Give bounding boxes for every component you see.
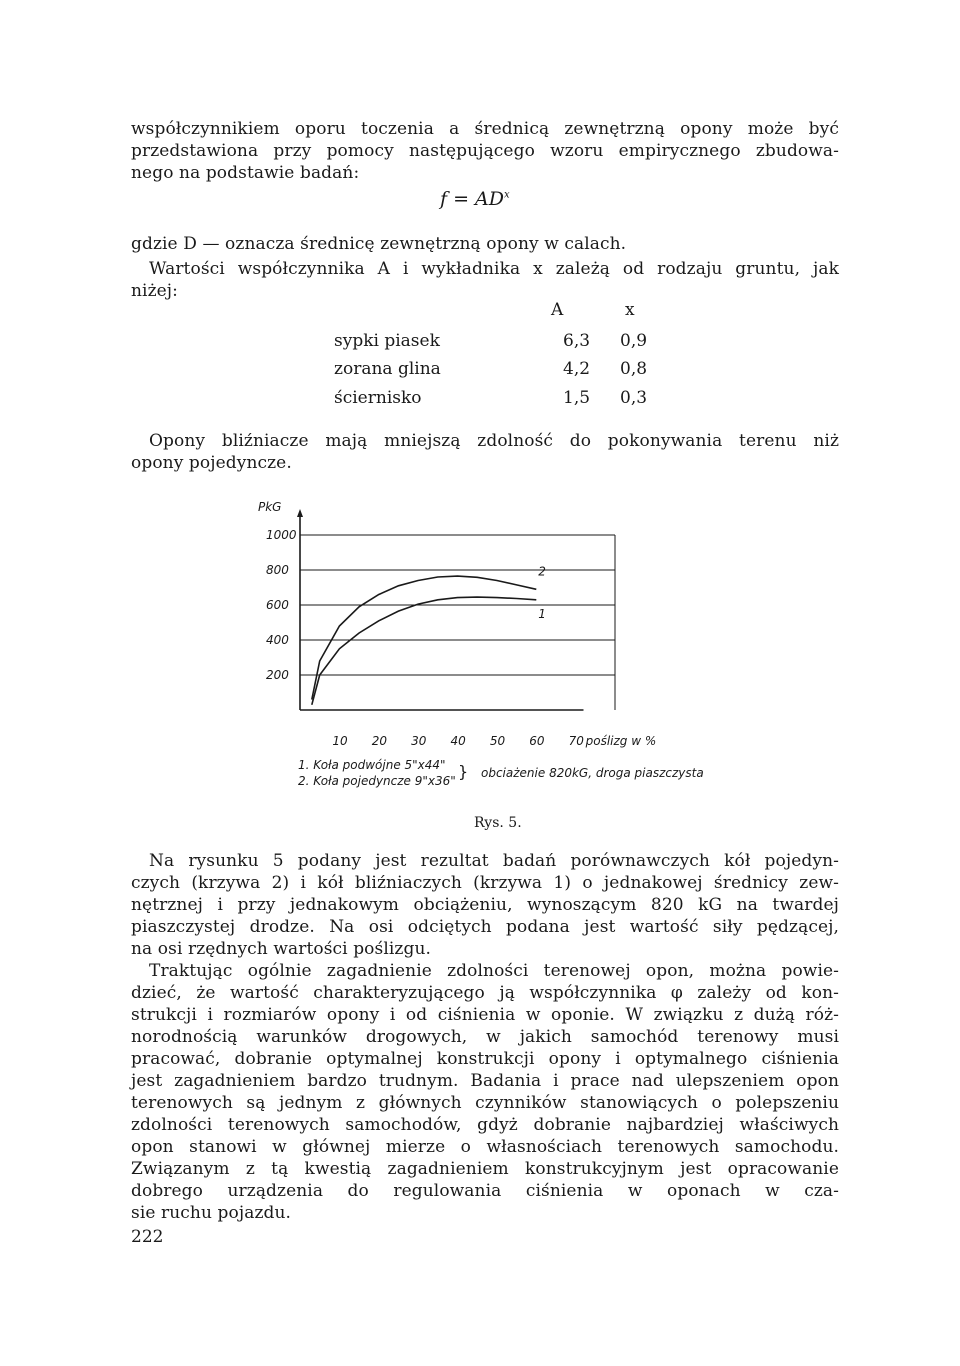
- y-tick-label: 600: [266, 598, 289, 612]
- formula-exponent: x: [504, 189, 510, 201]
- text-line: Opony bliźniacze mają mniejszą zdolność do pokonywania terenu niż: [149, 431, 839, 451]
- text-line: dobrego urządzenia do regulowania ciśnienia w oponach w cza-: [131, 1181, 839, 1201]
- paragraph-terrain: [131, 960, 839, 1224]
- series-label-2: 2: [538, 564, 546, 579]
- text-line: piaszczystej drodze. Na osi odciętych podana jest wartość siły pędzącej,: [131, 917, 839, 937]
- table-cell-soil: ściernisko: [334, 388, 422, 408]
- text-line: terenowych są jednym z głównych czynników stanowiących o polepszeniu: [131, 1093, 839, 1113]
- y-axis-arrow: [297, 509, 303, 517]
- text-line: przedstawiona przy pomocy następującego wzoru empirycznego zbudowa-: [131, 141, 839, 161]
- x-tick-label: 50: [489, 734, 506, 748]
- table-cell-x: 0,9: [620, 331, 648, 351]
- text-line: norodnością warunków drogowych, w jakich samochód terenowy musi: [131, 1027, 839, 1047]
- paragraph-where: [131, 233, 839, 255]
- text-line: na osi rzędnych wartości poślizgu.: [131, 939, 432, 959]
- text-line: Na rysunku 5 podany jest rezultat badań porównawczych kół pojedyn-: [149, 851, 839, 871]
- text-line: sie ruchu pojazdu.: [131, 1203, 292, 1223]
- slip-chart: [240, 495, 710, 765]
- text-line: jest zagadnieniem bardzo trudnym. Badania i prace nad ulepszeniem opon: [131, 1071, 839, 1091]
- text-line: zdolności terenowych samochodów, gdyż dobranie najbardziej właściwych: [131, 1115, 839, 1135]
- text-line: nego na podstawie badań:: [131, 163, 360, 183]
- x-tick-label: 40: [450, 734, 466, 748]
- x-tick-label: 70: [568, 734, 584, 748]
- text-line: dzieć, że wartość charakteryzującego ją współczynnika φ zależy od kon-: [131, 983, 839, 1003]
- x-axis-label: poślizg w %: [585, 734, 657, 748]
- text-line: Związanym z tą kwestią zagadnieniem konstrukcyjnym jest opracowanie: [131, 1159, 839, 1179]
- table-cell-soil: sypki piasek: [334, 331, 440, 351]
- page-number: 222: [131, 1227, 164, 1247]
- paragraph-coefficients: [131, 258, 839, 302]
- table-cell-x: 0,3: [620, 388, 648, 408]
- text-line: czych (krzywa 2) i kół bliźniaczych (krzywa 1) o jednakowej średnicy zew-: [131, 873, 839, 893]
- text-line: Wartości współczynnika A i wykładnika x zależą od rodzaju gruntu, jak: [149, 259, 839, 279]
- series-label-1: 1: [538, 606, 546, 621]
- table-cell-soil: zorana glina: [334, 359, 441, 379]
- text-line: Traktując ogólnie zagadnienie zdolności terenowej opon, można powie-: [149, 961, 839, 981]
- legend-brace: }: [458, 762, 469, 781]
- x-tick-label: 60: [529, 734, 545, 748]
- text-line: opon stanowi w głównej mierze o własnościach terenowych samochodu.: [131, 1137, 839, 1157]
- text-line: pracować, dobranie optymalnej konstrukcji opony i optymalnego ciśnienia: [131, 1049, 839, 1069]
- figure-caption: Rys. 5.: [474, 815, 522, 831]
- legend-note: obciażenie 820kG, droga piaszczysta: [481, 766, 704, 780]
- x-tick-label: 10: [332, 734, 348, 748]
- table-cell-a: 1,5: [563, 388, 591, 408]
- x-tick-label: 20: [371, 734, 388, 748]
- y-tick-label: 800: [266, 563, 289, 577]
- table-cell-a: 4,2: [563, 359, 591, 379]
- table-header-x: x: [625, 300, 635, 320]
- text-line: współczynnikiem oporu toczenia a średnicą zewnętrzną opony może być: [131, 119, 839, 139]
- y-tick-label: 200: [266, 668, 289, 682]
- formula-base: f = AD: [440, 188, 504, 210]
- y-tick-label: 400: [266, 633, 289, 647]
- paragraph-intro: [131, 118, 839, 184]
- series-line-2: [312, 576, 537, 699]
- table-header-a: A: [551, 300, 564, 320]
- text-line: gdzie D — oznacza średnicę zewnętrzną opony w calach.: [131, 234, 627, 254]
- text-line: opony pojedyncze.: [131, 453, 292, 473]
- y-axis-label: PkG: [258, 500, 282, 514]
- legend-item-2: 2. Koła pojedyncze 9"x36": [298, 774, 456, 788]
- table-cell-a: 6,3: [563, 331, 591, 351]
- formula: [440, 188, 510, 210]
- text-line: nętrznej i przy jednakowym obciążeniu, wynoszącym 820 kG na twardej: [131, 895, 839, 915]
- paragraph-twin-tires: [131, 430, 839, 474]
- y-tick-label: 1000: [266, 528, 297, 542]
- table-cell-x: 0,8: [620, 359, 648, 379]
- paragraph-results: [131, 850, 839, 960]
- text-line: niżej:: [131, 281, 179, 301]
- legend-item-1: 1. Koła podwójne 5"x44": [298, 758, 446, 772]
- text-line: strukcji i rozmiarów opony i od ciśnienia w oponie. W związku z dużą róż-: [131, 1005, 839, 1025]
- x-tick-label: 30: [411, 734, 427, 748]
- series-line-1: [312, 597, 537, 705]
